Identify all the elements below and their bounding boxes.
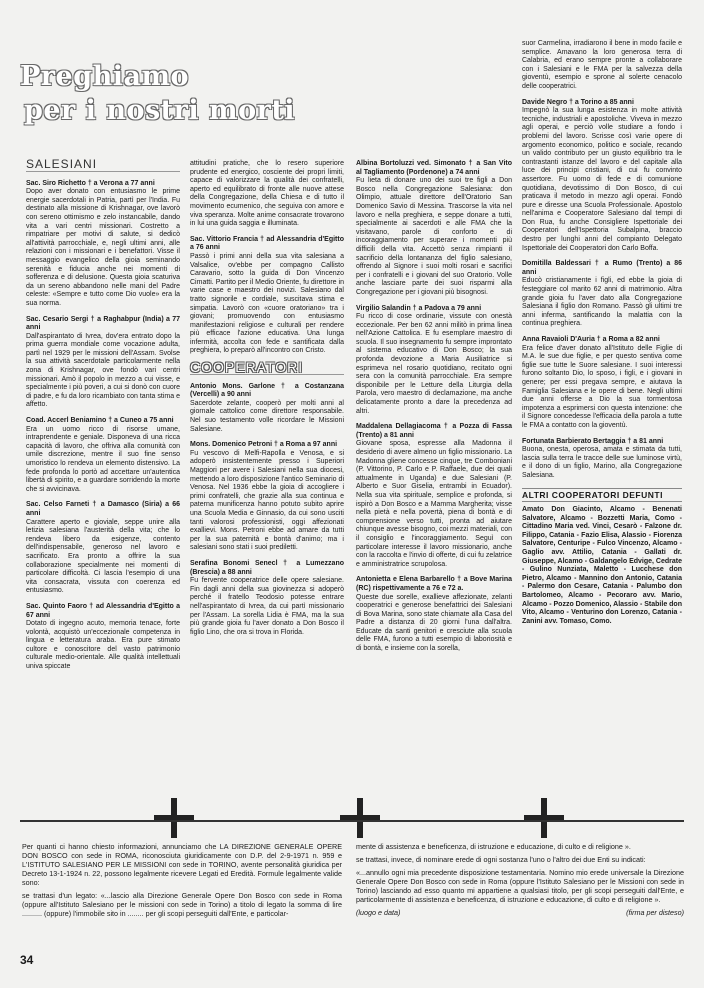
title-line-2: per i nostri morti: [24, 95, 296, 126]
column-2: [190, 160, 344, 644]
cross-icon: [524, 798, 564, 838]
obituary-entry: [356, 423, 512, 569]
obituary-entry: [356, 160, 512, 298]
obituary-heading: Antonietta e Elena Barbarello † a Bove Marina (RC) rispettivamente a 76 e 72 a.: [356, 576, 512, 592]
column-3: [356, 160, 512, 661]
obituary-entry: [26, 603, 180, 672]
obituary-heading: Sac. Siro Richetto † a Verona a 77 anni: [26, 179, 155, 187]
obituary-text: Buona, onesta, operosa, amata e stimata da tutti, lascia sulla terra le tracce delle sue luminose virtù, e il dono di un figlio, Marino, alla Congregazione Salesiana.: [522, 446, 682, 479]
obituary-text: Queste due sorelle, exallieve affezionate, zelanti cooperatrici e generose benefattrici dei Salesiani di Bova Marina, sono state chiamate alla Casa del Padre a distanza di 20 giorni l'una dall'altra. Educate da santi genitori e cresciute alla scuola delle FMA, furono a tutti esempio di laboriosità e di bontà, e insieme con la sorella,: [356, 593, 512, 653]
column-1: [26, 157, 180, 679]
obituary-heading: Sac. Cesario Sergi † a Raghabpur (India) a 77 anni: [26, 315, 180, 332]
bequest-note-right: [356, 842, 684, 917]
section-title-cooperatori: COOPERATORI: [190, 363, 344, 375]
obituary-text: Impegnò la sua lunga esistenza in molte attività tecniche, industriali e apostoliche. Viveva in mezzo agli operai, e perciò volle studiare a fondo i problemi del lavoro. Scrisse così varie opere di argomento economico, politico e sociale, recando un valido contributo per un giusto equilibrio tra le contrastanti istanze del lavoro e del capitale alla luce dei principi cristiani, di cui fu convinto assertore. Fu uomo di fede e di comunione quotidiana, devotissimo di Don Bosco, di cui praticava il metodo in mezzo agli operai. Fondò pure e diresse una Scuola Professionale. Apostolo nell'anima e Cooperatore Salesiano dal tempi di Don Rua, fu anche Consigliere Ispettoriale dei Cooperatori dell'Ispettoria Subalpina, braccio destro per lunghi anni del compianto Delegato Ispettoriale dei Cooperatori don Carlo Boffa.: [522, 107, 682, 252]
cross-icon: [154, 798, 194, 838]
obituary-entry: [522, 438, 682, 481]
page-number: 34: [20, 953, 34, 967]
obituary-heading: Albina Bortoluzzi ved. Simonato † a San Vito al Tagliamento (Pordenone) a 74 anni: [356, 160, 512, 176]
obituary-entry: [190, 560, 344, 637]
obituary-heading: Virgilio Salandin † a Padova a 79 anni: [356, 304, 482, 312]
obituary-entry: [522, 336, 682, 431]
bequest-paragraph: Per quanti ci hanno chiesto informazioni, annunciamo che LA DIREZIONE GENERALE OPERE DON BOSCO con sede in ROMA, riconosciuta giuridicamente con D.P. del 2-9-1971 n. 959 e L'ISTITUTO SALESIANO PER LE MISSIONI con sede in TORINO, avente personalità giuridica per Decreto 13-1-1924 n. 22, possono legalmente ricevere Legati ed Eredità. Formule legalmente valide sono:: [22, 842, 342, 887]
obituary-heading: Coad. Accerl Beniamino † a Cuneo a 75 anni: [26, 417, 174, 425]
obituary-heading: Domitilla Baldessari † a Rumo (Trento) a 86 anni: [522, 260, 682, 276]
obituary-entry: [190, 236, 344, 356]
obituary-heading: Anna Ravaioli D'Auria † a Roma a 82 anni: [522, 336, 660, 343]
bequest-paragraph: se trattasi d'un legato: «...lascio alla Direzione Generale Opere Don Bosco con sede in Roma (oppure all'Istituto Salesiano per le missioni con sede in Torino) a titolo di legato la somma di lire .......... (oppure) l'immobile sito in ........ per gli scopi perseguiti dall'Ente, e particolar-: [22, 891, 342, 918]
bequest-paragraph: mente di assistenza e beneficenza, di istruzione e educazione, di culto e di religione ».: [356, 842, 631, 851]
section-title-salesiani: SALESIANI: [26, 160, 180, 172]
obituary-heading: Mons. Domenico Petroni † a Roma a 97 anni: [190, 441, 338, 449]
signature-label: (firma per disteso): [626, 908, 684, 917]
obituary-text: Dotato di ingegno acuto, memoria tenace, forte volontà, acquistò un'eccezionale competenza in lingua e letteratura araba. Era pure stimato cultore e conoscitore del vasto patrimonio culturale medio-orientale. Alle qualità intellettuali univa spiccate: [26, 620, 180, 671]
obituary-text: Fu vescovo di Melfi-Rapolla e Venosa, e si adoperò insistentemente presso i Superiori Maggiori per avere i Salesiani nella sua diocesi, mettendo a loro disposizione l'antico Seminario di Venosa. Nel 1936 ebbe la gioia di accogliere i primi confratelli, che grazie alla sua continua e paterna munificenza hanno potuto subito aprire una Scuola Media e Ginnasio, da cui sono usciti tanti valorosi professionisti, oggi affezionati exallievi. Mons. Petroni ebbe ad amare da tutti per la sua paternità e bontà d'animo; ma i salesiani sono stati i suoi prediletti.: [190, 449, 344, 552]
obituary-text: Era felice d'aver donato all'Istituto delle Figlie di M.A. le sue due figlie, e per questo sentiva come figlie sue tutte le Suore salesiane. I suoi interessi furono soltanto Dio, lo sposo, i figli, e i giovani in genere; per essi pregava sempre, e aiutava la Famiglia Salesiana e le opere di bene. Negli ultimi due anni offerse a Dio la sua tormentosa impotenza a esprimersi con questa intenzione: che il Signore concedesse l'efficacia della parola a tutte le FMA a contatto con la gioventù.: [522, 344, 682, 429]
obituary-entry: [26, 501, 180, 596]
obituary-entry: [26, 417, 180, 494]
obituary-entry: [26, 316, 180, 411]
obituary-text: attitudini pratiche, che lo resero superiore prudente ed energico, cosciente dei propri limiti, capace di valorizzare la qualità dei confratelli, aperto ed equilibrato di fronte alle nuove attese della Congregazione, della Chiesa e di tutto il movimento ecumenico, che seguiva con amore e viva speranza. Molte anime consacrate trovarono in lui una guida saggia e illuminata.: [190, 160, 344, 228]
obituary-heading: Maddalena Dellagiacoma † a Pozza di Fassa (Trento) a 81 anni: [356, 423, 512, 439]
obituary-text: Fu fervente cooperatrice delle opere salesiane. Fin dagli anni della sua giovinezza si adoperò perché il fratello Teodosio potesse entrare nell'aspirantato di Ivrea, da cui partì missionario per l'Assam. La sorella Lidia è FMA, ma la sua più grande gioia fu l'aver donato a Don Bosco il figlio Lino, che ora si trova in Florida.: [190, 577, 344, 636]
obituary-text: Giovane sposa, espresse alla Madonna il desiderio di avere almeno un figlio missionario. La Madonna gliene concesse cinque, tre Comboniani (P. Vittorino, P. Carlo e P. Raffaele, due dei quali attualmente in Uganda) e due Salesiani (P. Alberto e Suor Giselia, entrambi in Ecuador). Nella sua vita spirituale, semplice e profonda, si ispirò a Don Bosco e a Mamma Margherita; visse nella pietà e nella povertà, piena di bontà e di comprensione verso tutti, pronta ad aiutare chiunque avesse bisogno, coi mezzi materiali, con il consiglio e l'incoraggiamento. Seguì con particolare interesse il lavoro missionario, anche con la raccolta e l'invio di offerte, di cui fu zelatrice e amministratrice scrupolosa.: [356, 440, 512, 568]
column-4: [522, 40, 682, 626]
cross-icon: [340, 798, 380, 838]
bequest-note-left: [22, 842, 342, 922]
obituary-text: Era un uomo ricco di risorse umane, intraprendente e geniale. Disponeva di una ricca capacità di lavoro, che offriva alla comunità con umile discrezione, mentre il suo fine senso umoristico lo rendeva un elemento distensivo. La fede profonda lo portò ad accettare un'autentica libertà di spirito, e a guardare sorridendo la morte che si avvicinava.: [26, 425, 180, 493]
obituary-entry: [190, 160, 344, 229]
obituary-entry: [522, 40, 682, 92]
obituary-entry: [26, 180, 180, 309]
obituary-text: Carattere aperto e gioviale, seppe unire alla letizia salesiana l'austerità della vita; che lo rendeva libero da esigenze, contento dell'indispensabile, generoso nel lavoro e sacrificato. Era pronto a offrire la sua collaborazione specialmente nei momenti di particolare difficoltà. Ci lascia l'esempio di una vita consacrata, vissuta con coerenza ed entusiasmo.: [26, 518, 180, 595]
obituary-text: Sacerdote zelante, cooperò per molti anni al giornale cattolico come direttore responsabile. Nel suo testamento volle ricordare le Missioni Salesiane.: [190, 399, 344, 433]
page-title: [20, 60, 318, 142]
title-line-1: Preghiamo: [20, 61, 190, 92]
obituary-heading: Davide Negro † a Torino a 85 anni: [522, 98, 634, 106]
signature-line: [356, 908, 684, 917]
obituary-text: Fu lieta di donare uno dei suoi tre figli a Don Bosco nella Congregazione Salesiana: don Olimpio, attuale direttore dell'Oratorio San Domenico Savio di Messina. Trascorse la vita nel lavoro e nella preghiera, e seppe donare a tutti, specialmente ai sacerdoti e alle FMA che la visitavano, parole di conforto e di incoraggiamento per superare i momenti più difficili della vita. Accettò senza rimpianti il sacrificio della lontananza del figlio salesiano, offrendo al Signore i suoi molti rosari e sacrifici per i confratelli e i giovani del suo Oratorio. Volle anche lasciare parte dei suoi risparmi alla Congregazione per i giovani più bisognosi.: [356, 177, 512, 296]
obituary-text: Passò i primi anni della sua vita salesiana a Valsalice, ov'ebbe per compagno Callisto Caravario, sotto la guida di Don Vincenzo Cimatti. Partito per il Medio Oriente, fu direttore in varie case e maestro dei novizi. Salesiano dal tratto signorile e cordiale, suscitava stima e simpatia. Lavorò con «cuore oratoriano» tra i giovani; promuovendo con entusiasmo manifestazioni religiose e culturali per rendere più efficace l'azione educativa. Una lunga infermità, accolta con fede e santificata dalla preghiera, lo preparò all'incontro con Cristo.: [190, 252, 344, 355]
obituary-text: Fu ricco di cose ordinarie, vissute con onestà eccezionale. Per ben 62 anni militò in prima linea nell'Azione Cattolica. E fu esemplare maestro di scuola. Il suo insegnamento fu sempre improntato al sistema educativo di Don Bosco; la sua profonda devozione a Maria Ausiliatrice si esprimeva nel rosario quotidiano, recitato ogni sera con la comunità parrocchiale. Era sempre disponibile per le Letture della Liturgia della Parola, vero maestro di declamazione, ma anche delicatamente pronto a dare la precedenza ad altri.: [356, 313, 512, 415]
obituary-text: Educò cristianamente i figli, ed ebbe la gioia di festeggiare col marito 62 anni di matrimonio. Altra grande gioia fu l'aver dato alla Congregazione Salesiana il figlio don Romano. Passò gli ultimi tre anni inferma, santificando la malattia con la continua preghiera.: [522, 277, 682, 328]
obituary-heading: Sac. Vittorio Francia † ad Alessandria d'Egitto a 76 anni: [190, 235, 344, 252]
obituary-text: Dall'aspirantato di Ivrea, dov'era entrato dopo la prima guerra mondiale come vocazione adulta, partì nel 1929 per le missioni dell'Assam. Svolse la sua attività sacerdotale particolarmente nella zona di Krishnagar, ove fondò vari centri missionari. Amò il popolo in mezzo a cui visse, e specialmente i più poveri, a cui si donò con cuore di padre, e fu da loro ricambiato con tanta stima e affetto.: [26, 332, 180, 409]
section-title-altri: ALTRI COOPERATORI DEFUNTI: [522, 488, 682, 503]
bequest-paragraph: «...annullo ogni mia precedente disposizione testamentaria. Nomino mio erede universale la Direzione Generale Opere Don Bosco con sede in Roma (oppure l'Istituto Salesiano per le Missioni con sede in Torino) lasciando ad esso quanto mi appartiene a qualsiasi titolo, per gli scopi perseguiti dall'Ente, e particolarmente di assistenza e beneficenza, di istruzione e educazione, di culto e di religione ».: [356, 868, 684, 904]
obituary-entry: [522, 260, 682, 329]
obituary-heading: Serafina Bonomi Senecl † a Lumezzano (Brescia) a 88 anni: [190, 559, 344, 576]
divider: [20, 820, 684, 822]
obituary-entry: [522, 99, 682, 254]
other-cooperators-list: Amato Don Giacinto, Alcamo - Benenati Salvatore, Alcamo - Bozzetti Maria, Como - Cittadino Maria ved. Vinci, Cesarò - Falzone dr. Filippo, Catania - Fazio Elisa, Alassio - Fiorenza Salvatore, Centuripe - Fulco Vincenzo, Alcamo - Gaglio avv. Attilio, Catania - Gallati dr. Giuseppe, Alcamo - Galdangelo Edvige, Cedrate - Gulino Nunziata, Maletto - Lucchese don Pietro, Alcamo - Mannino don Antonio, Catania - Palermo don Cesare, Catania - Palumbo don Bartolomeo, Alcamo - Pecoraro avv. Mario, Alcamo - Pozzo Domenico, Alassio - Stabile don Vito, Alcamo - Venturino don Lorenzo, Catania - Zanini avv. Tomaso, Como.: [522, 506, 683, 625]
obituary-entry: [356, 576, 512, 653]
obituary-text: Dopo aver donato con entusiasmo le prime energie sacerdotali in Patria, partì per l'India. Fu destinato alla missione di Krishnagar, ove lavorò con sereno ottimismo e zelo instancabile, dando vita a vari centri missionari. Costretto a rimpatriare per motivi di salute, si dedicò all'attività parrocchiale, e, negli ultimi anni, alle relazioni con i missionari e i benefattori. Visse il messaggio evangelico della gioia seminando serenità e fiducia anche nei momenti di sofferenza e di delusione. Questa gioia scaturiva da un sereno abbandono nelle mani del Padre celeste: «Sempre e tutto come Dio vuole» era la sua norma.: [26, 188, 180, 307]
bequest-paragraph: se trattasi, invece, di nominare erede di ogni sostanza l'uno o l'altro dei due Enti su indicati:: [356, 855, 646, 864]
obituary-heading: Sac. Celso Farneti † a Damasco (Siria) a 66 anni: [26, 501, 180, 517]
obituary-text: suor Carmelina, irradiarono il bene in modo facile e semplice. Amavano la loro generosa terra di Calabria, ed erano sempre pronte a collaborare con i Salesiani e le FMA per la salvezza della gioventù, esempio e sprone al solerte cenacolo delle cooperatrici.: [522, 40, 682, 90]
obituary-entry: [356, 305, 512, 417]
obituary-heading: Sac. Quinto Faoro † ad Alessandria d'Egitto a 67 anni: [26, 602, 180, 619]
obituary-heading: Fortunata Barbierato Bertaggia † a 81 anni: [522, 437, 664, 445]
obituary-entry: [190, 441, 344, 553]
place-date-label: (luogo e data): [356, 908, 401, 917]
obituary-heading: Antonio Mons. Garlone † a Costanzana (Vercelli) a 90 anni: [190, 382, 344, 399]
obituary-entry: [190, 383, 344, 435]
